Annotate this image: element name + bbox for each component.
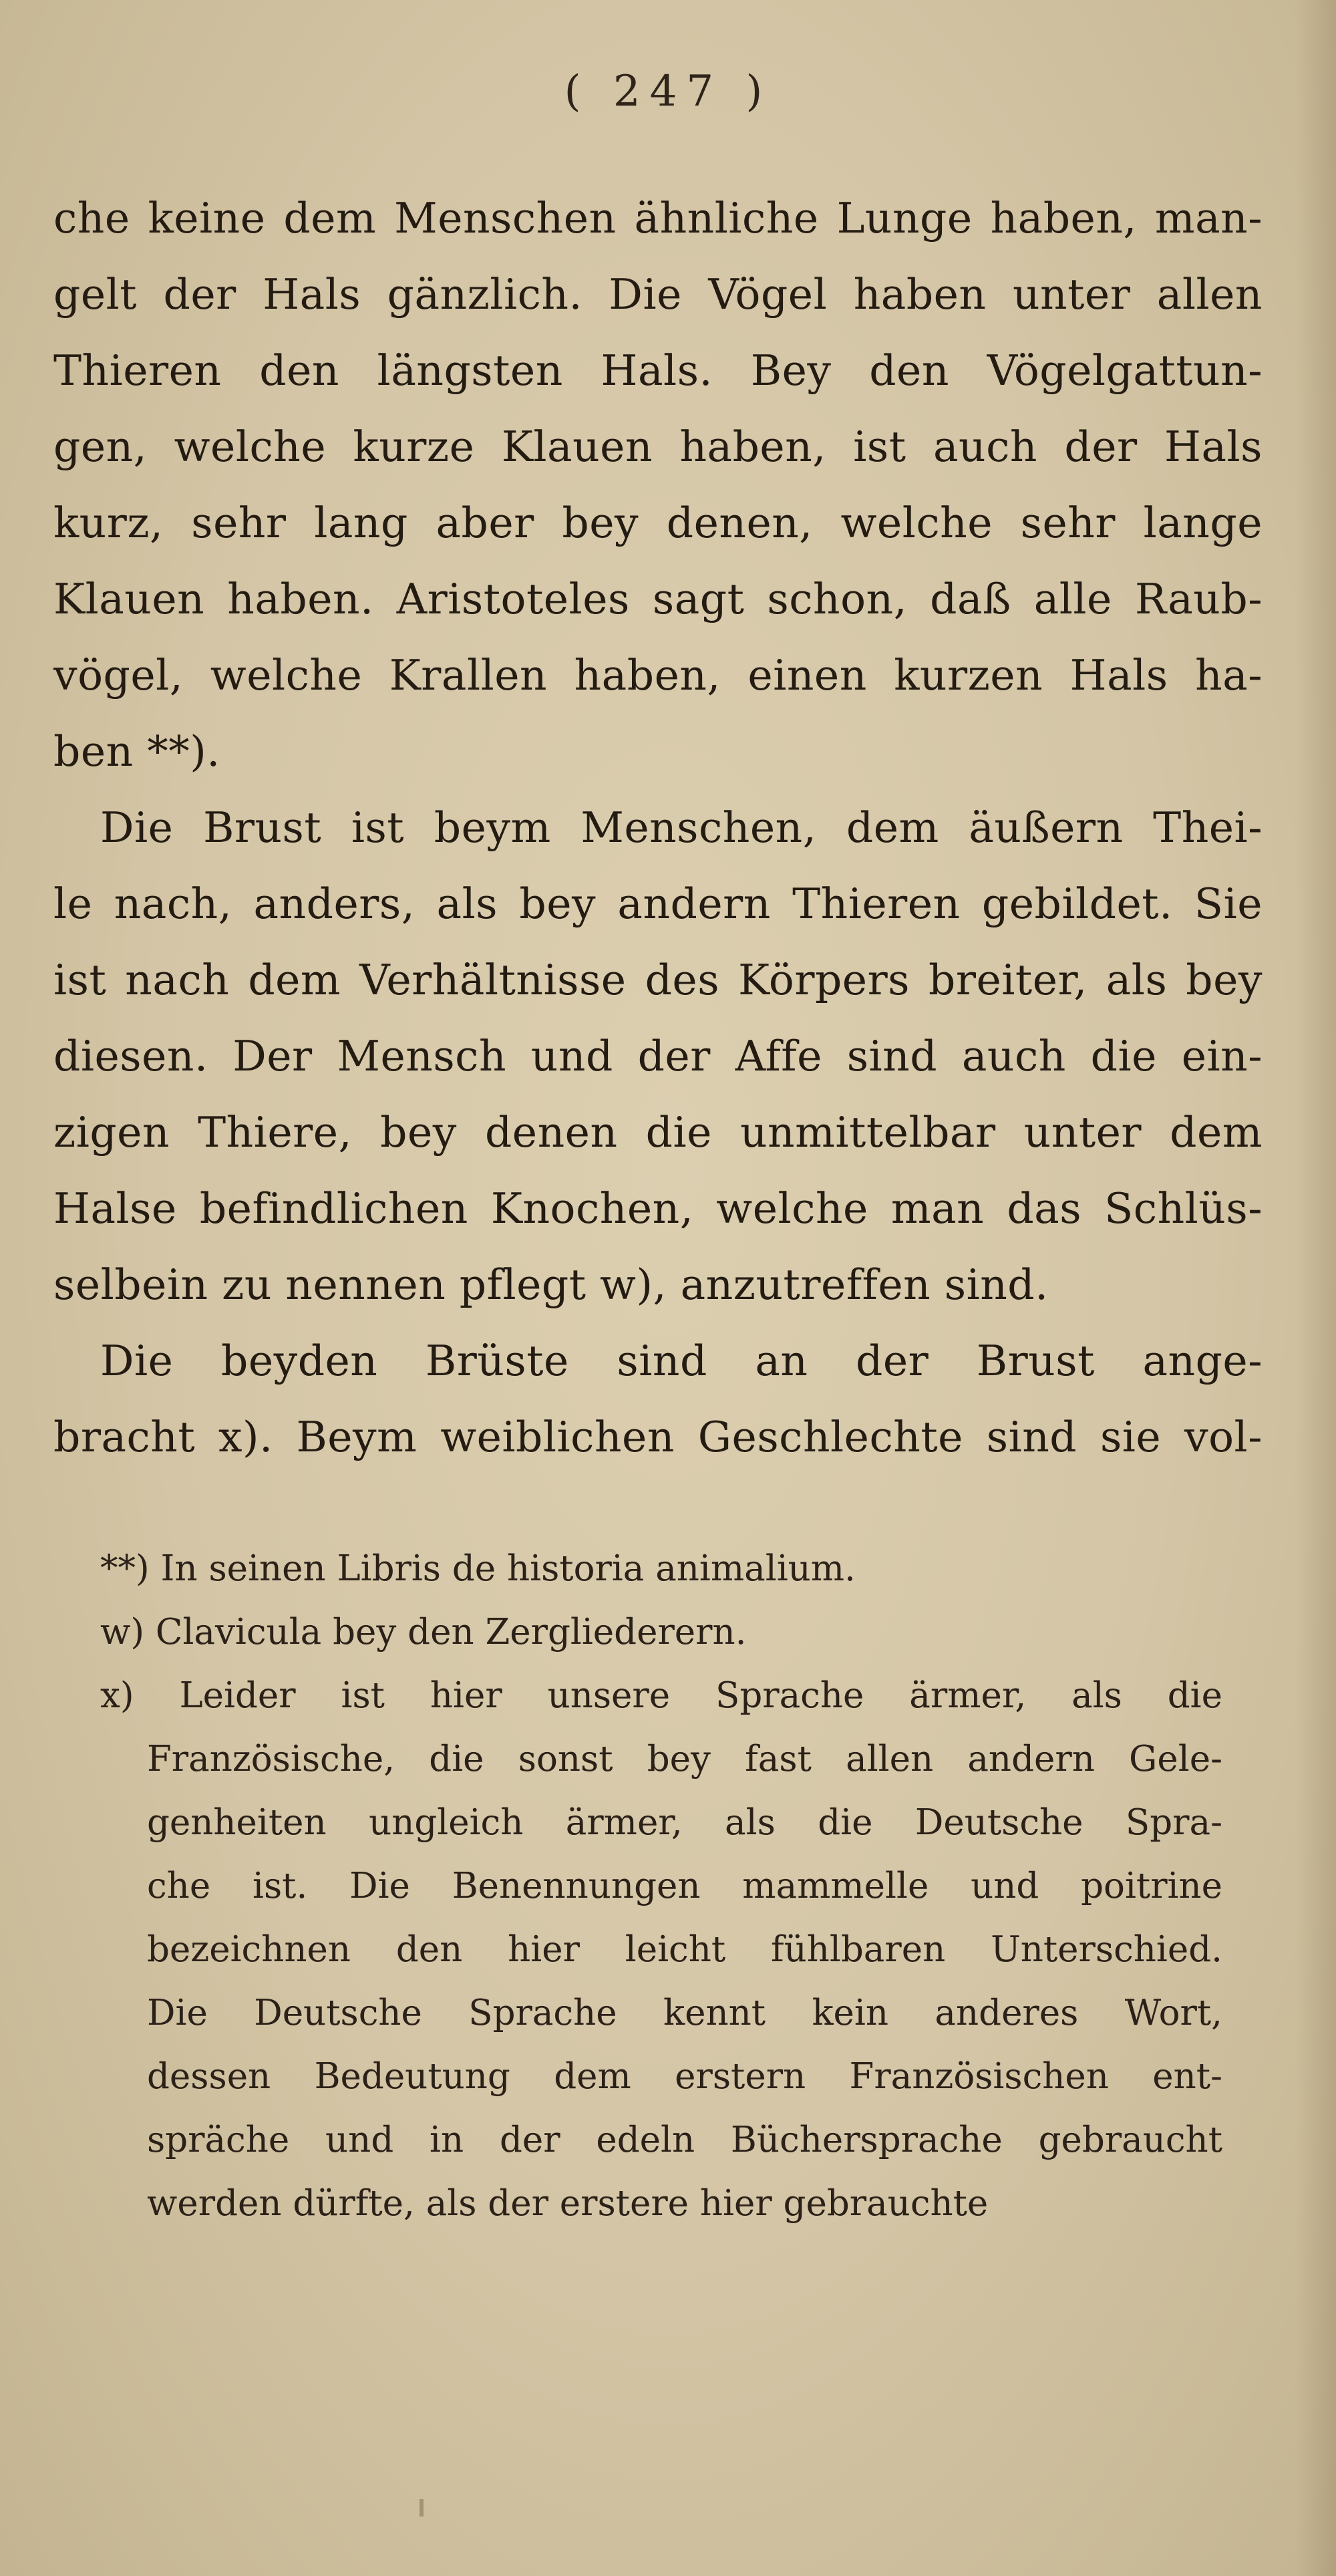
body-line: gen, welche kurze Klauen haben, ist auch der Hals — [53, 422, 1263, 471]
footnote-line: bezeichnen den hier leicht fühlbaren Unterschied. — [147, 1929, 1222, 1970]
body-line: vögel, welche Krallen haben, einen kurzen Hals ha- — [53, 651, 1263, 700]
footnote-line: werden dürfte, als der erstere hier gebrauchte — [147, 2183, 989, 2224]
body-line: che keine dem Menschen ähnliche Lunge haben, man- — [53, 194, 1263, 243]
footnote-line: x) Leider ist hier unsere Sprache ärmer, als die — [100, 1675, 1222, 1716]
body-text — [53, 180, 1263, 1475]
body-line: Die beyden Brüste sind an der Brust ange- — [100, 1336, 1263, 1385]
footnote-line: genheiten ungleich ärmer, als die Deutsche Spra- — [147, 1802, 1222, 1843]
body-line: selbein zu nennen pflegt w), anzutreffen sind. — [53, 1260, 1049, 1309]
body-line: le nach, anders, als bey andern Thieren gebildet. Sie — [53, 879, 1263, 928]
footnote-line: dessen Bedeutung dem erstern Französischen ent- — [147, 2056, 1222, 2097]
body-line: ben **). — [53, 727, 220, 776]
body-line: Die Brust ist beym Menschen, dem äußern Thei- — [100, 803, 1263, 852]
paper-blemish — [420, 2499, 424, 2517]
footnote-line: spräche und in der edeln Büchersprache gebraucht — [147, 2120, 1222, 2160]
body-line: Thieren den längsten Hals. Bey den Vögelgattun- — [53, 346, 1263, 395]
body-line: gelt der Hals gänzlich. Die Vögel haben unter allen — [53, 270, 1263, 319]
body-line: Klauen haben. Aristoteles sagt schon, daß alle Raub- — [53, 575, 1263, 623]
footnote-line: **) In seinen Libris de historia animalium. — [100, 1548, 856, 1589]
page-edge-shadow — [1296, 0, 1336, 2576]
footnotes — [73, 1537, 1222, 2235]
body-line: bracht x). Beym weiblichen Geschlechte sind sie vol- — [53, 1413, 1263, 1461]
body-line: zigen Thiere, bey denen die unmittelbar unter dem — [53, 1108, 1263, 1157]
footnote-line: che ist. Die Benennungen mammelle und poitrine — [147, 1866, 1222, 1906]
body-line: Halse befindlichen Knochen, welche man das Schlüs- — [53, 1184, 1263, 1233]
footnote-line: Die Deutsche Sprache kennt kein anderes Wort, — [147, 1993, 1222, 2033]
page-number: ( 247 ) — [564, 67, 772, 116]
body-line: diesen. Der Mensch und der Affe sind auch die ein- — [53, 1032, 1263, 1081]
body-line: kurz, sehr lang aber bey denen, welche sehr lange — [53, 498, 1263, 547]
body-line: ist nach dem Verhältnisse des Körpers breiter, als bey — [53, 956, 1263, 1004]
footnote-line: Französische, die sonst bey fast allen andern Gele- — [147, 1739, 1222, 1779]
footnote-line: w) Clavicula bey den Zergliederern. — [100, 1612, 747, 1653]
